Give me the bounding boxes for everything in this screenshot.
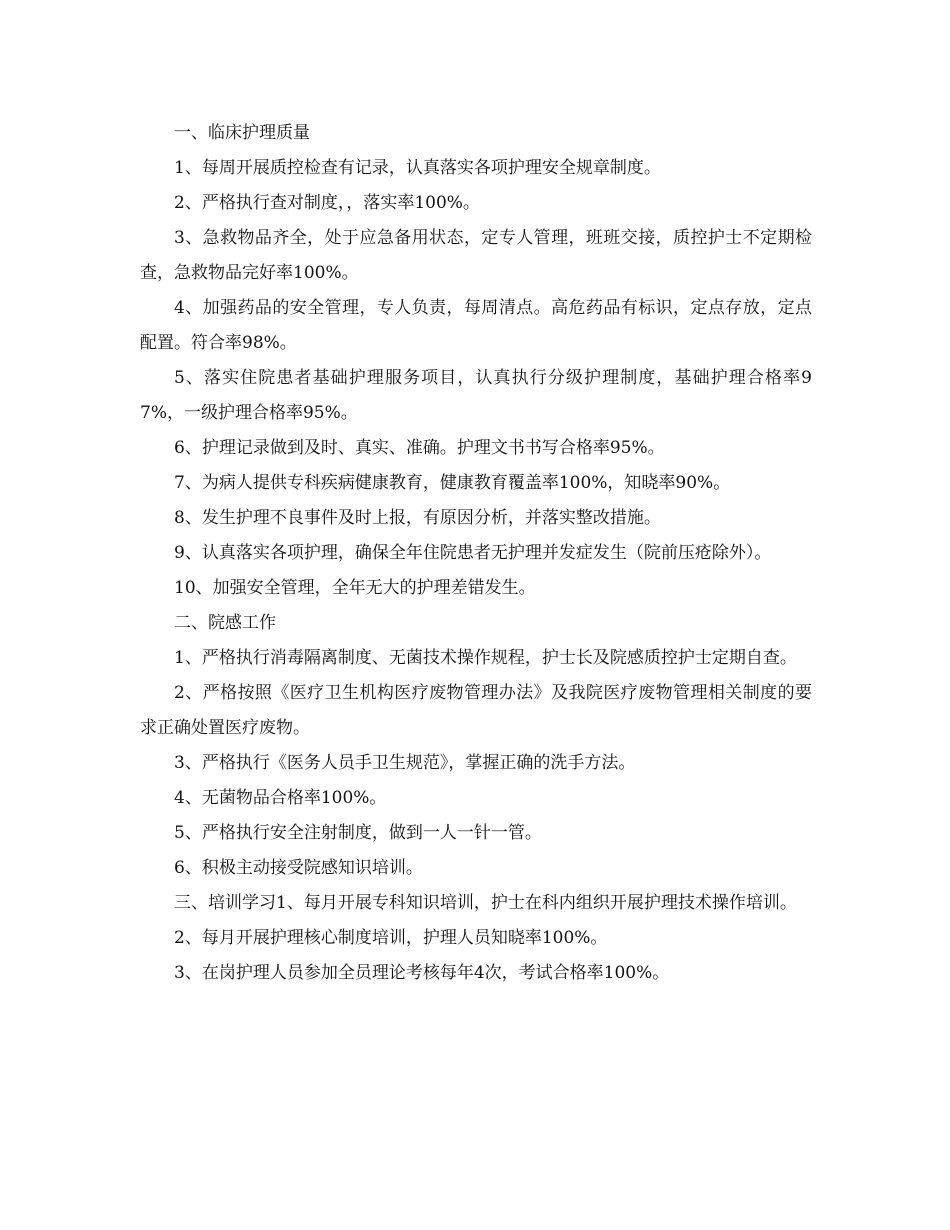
paragraph: 8、发生护理不良事件及时上报，有原因分析，并落实整改措施。 (174, 508, 661, 528)
paragraph: 7、为病人提供专科疾病健康教育，健康教育覆盖率100%，知晓率90%。 (174, 473, 731, 493)
paragraph: 1、每周开展质控检查有记录，认真落实各项护理安全规章制度。 (174, 158, 661, 178)
paragraph: 4、加强药品的安全管理，专人负责，每周清点。高危药品有标识，定点存放，定点配置。符合率98%。 (140, 298, 812, 353)
paragraph: 1、严格执行消毒隔离制度、无菌技术操作规程，护士长及院感质控护士定期自查。 (174, 648, 797, 668)
section-heading-infection-control: 二、院感工作 (174, 613, 276, 633)
section-heading-training: 三、培训学习1、每月开展专科知识培训，护士在科内组织开展护理技术操作培训。 (174, 893, 797, 913)
paragraph: 2、严格按照《医疗卫生机构医疗废物管理办法》及我院医疗废物管理相关制度的要求正确处置医疗废物。 (140, 683, 812, 738)
paragraph: 2、每月开展护理核心制度培训，护理人员知晓率100%。 (174, 928, 608, 948)
paragraph: 2、严格执行查对制度，，落实率100%。 (174, 193, 480, 213)
section-heading-clinical-nursing: 一、临床护理质量 (174, 123, 310, 143)
paragraph: 5、落实住院患者基础护理服务项目，认真执行分级护理制度，基础护理合格率97%，一级护理合格率95%。 (140, 368, 812, 423)
paragraph: 9、认真落实各项护理，确保全年住院患者无护理并发症发生（院前压疮除外）。 (174, 543, 772, 563)
paragraph: 3、在岗护理人员参加全员理论考核每年4次，考试合格率100%。 (174, 963, 670, 983)
document-body (140, 116, 812, 991)
paragraph: 4、无菌物品合格率100%。 (174, 788, 387, 808)
paragraph: 10、加强安全管理，全年无大的护理差错发生。 (174, 578, 536, 598)
paragraph: 5、严格执行安全注射制度，做到一人一针一管。 (174, 823, 542, 843)
paragraph: 6、积极主动接受院感知识培训。 (174, 858, 423, 878)
paragraph: 6、护理记录做到及时、真实、准确。护理文书书写合格率95%。 (174, 438, 665, 458)
paragraph: 3、严格执行《医务人员手卫生规范》，掌握正确的洗手方法。 (174, 753, 636, 773)
paragraph: 3、急救物品齐全，处于应急备用状态，定专人管理，班班交接，质控护士不定期检查，急救物品完好率100%。 (140, 228, 812, 283)
